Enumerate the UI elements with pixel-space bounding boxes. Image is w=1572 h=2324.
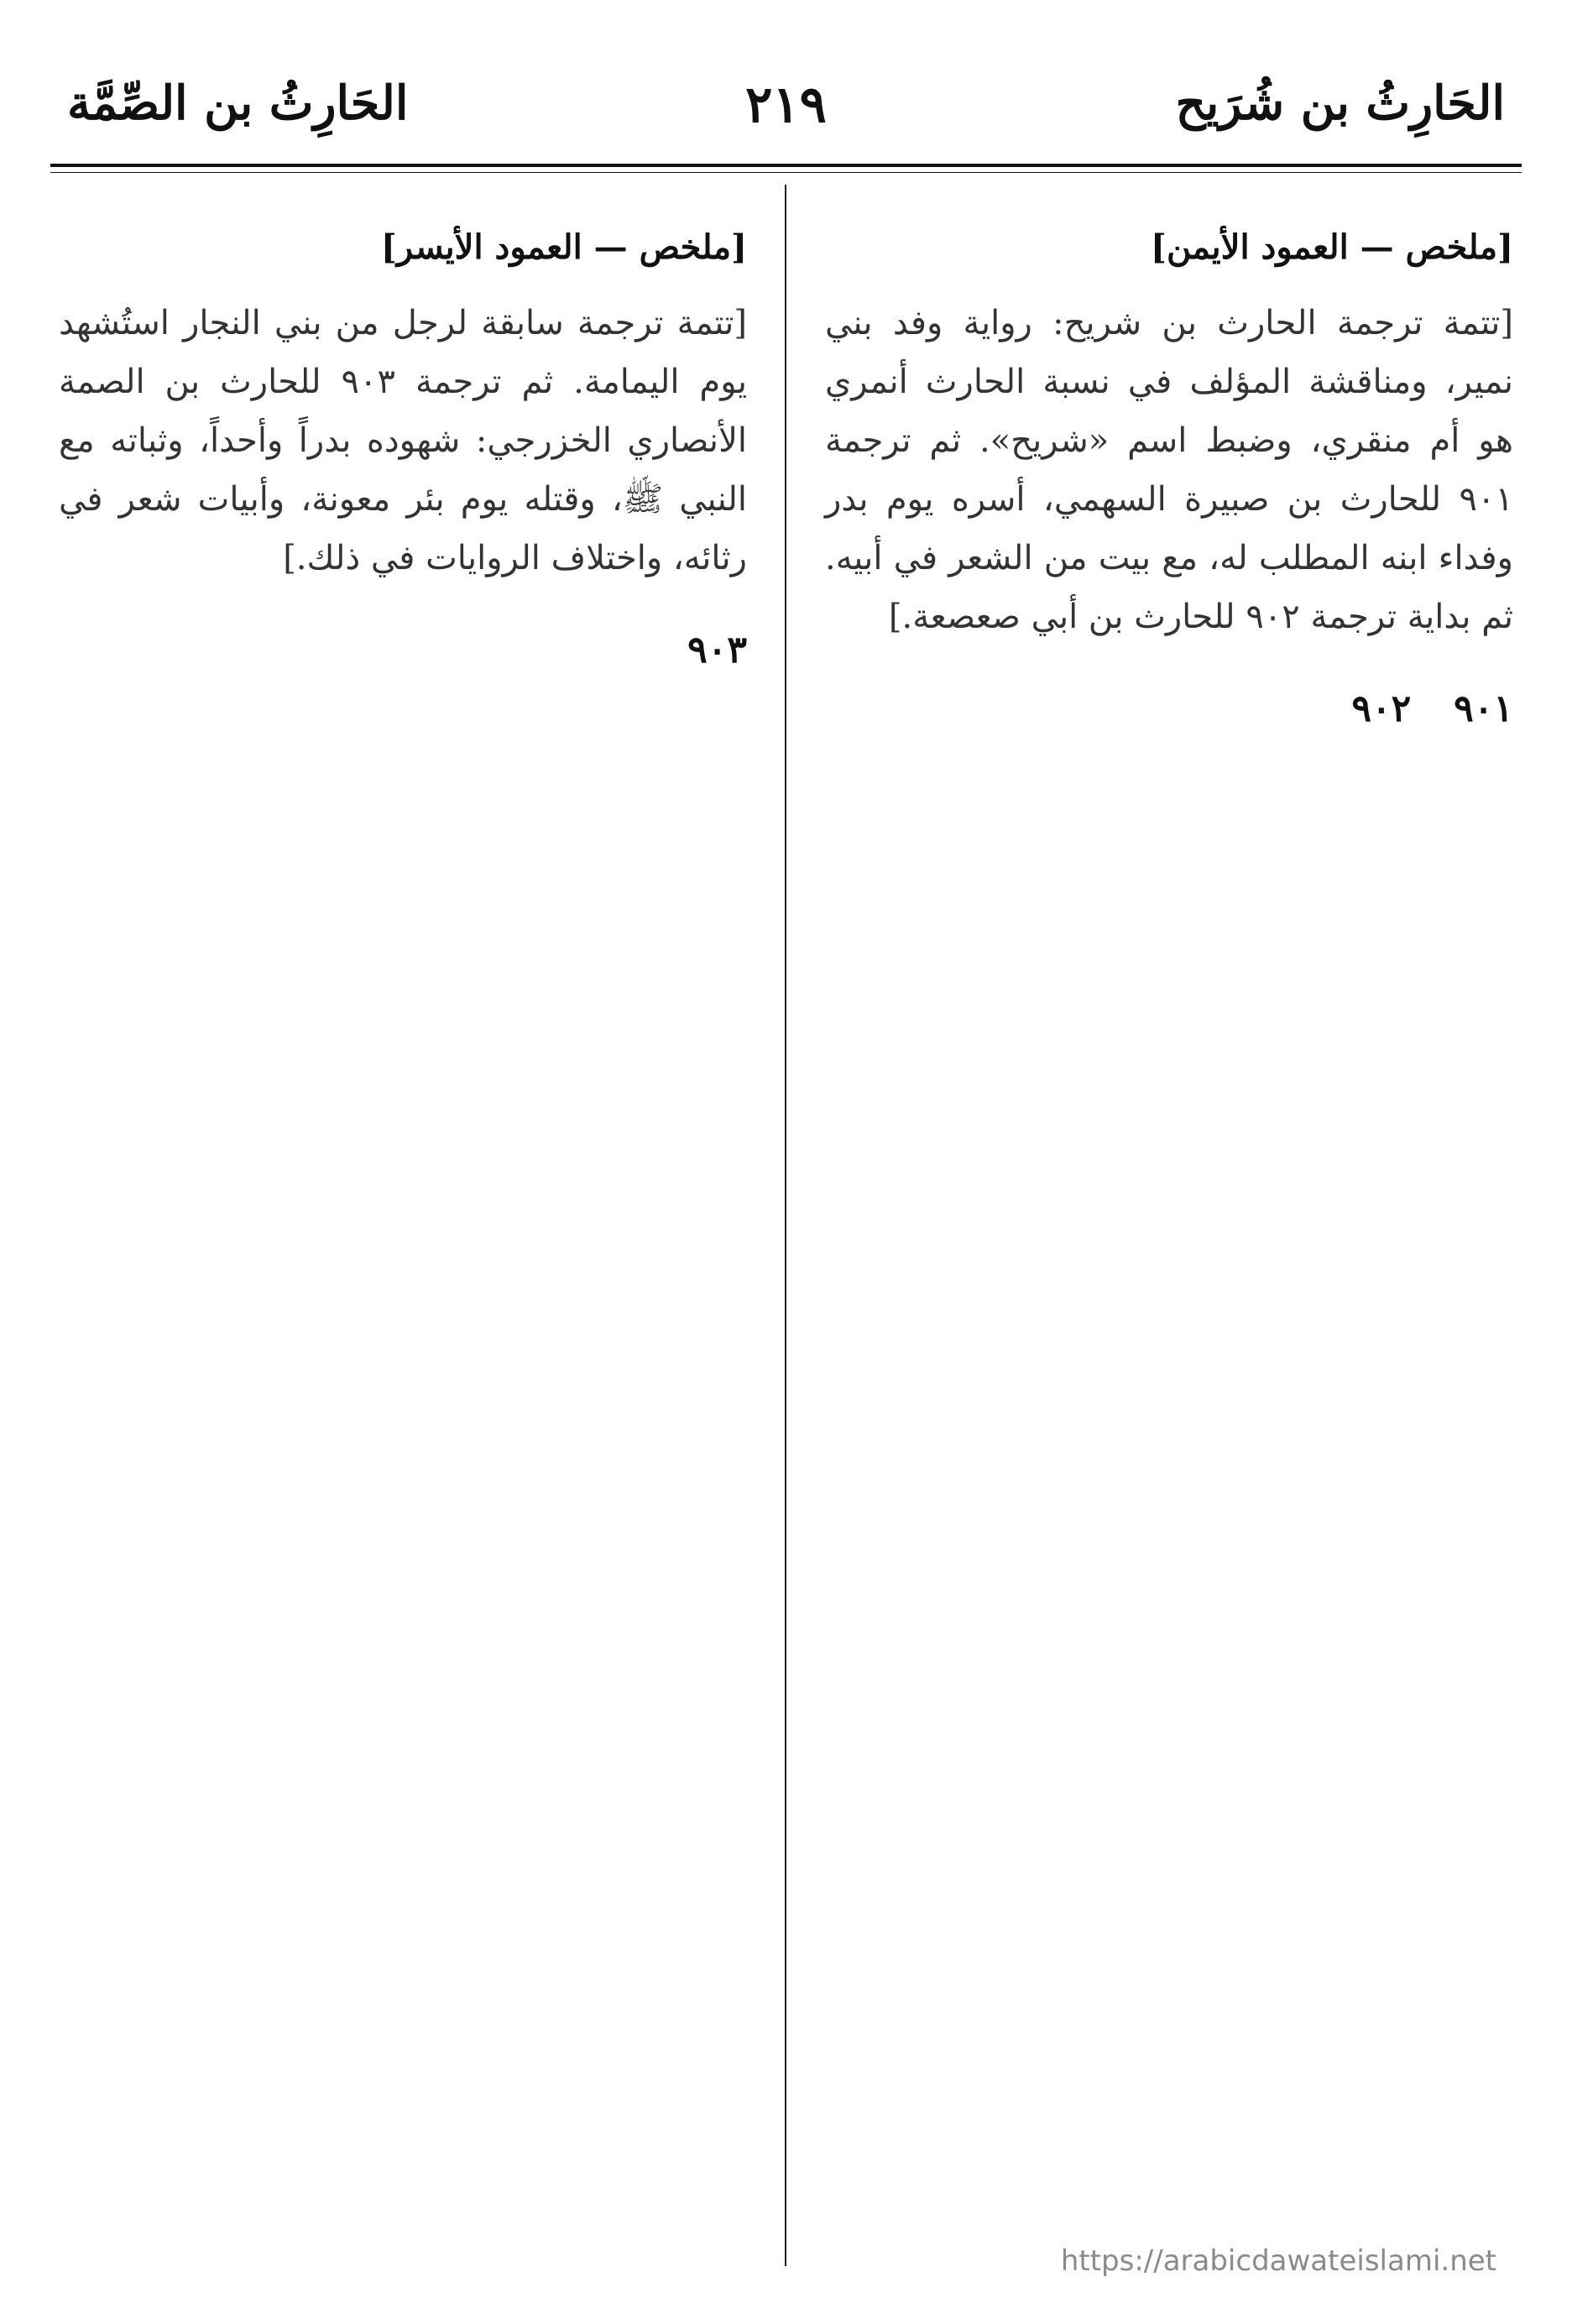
header-rule-thin <box>50 172 1522 173</box>
left-column-label: [ملخص — العمود الأيسر] <box>380 227 747 267</box>
column-divider <box>785 185 786 2266</box>
running-head-left: الحَارِثُ بن الصِّمَّة <box>67 76 409 131</box>
running-head-right: الحَارِثُ بن شُرَيح <box>1175 76 1505 131</box>
page-number: ٢١٩ <box>745 76 827 134</box>
entry-number-902: ٩٠٢ <box>1351 687 1412 730</box>
header-rule <box>50 164 1522 167</box>
right-column-summary-text: [تتمة ترجمة الحارث بن شريح: رواية وفد بني نمير، ومناقشة المؤلف في نسبة الحارث أنمري هو أم منقري، وضبط اسم «شريح». ثم ترجمة ٩٠١ للحارث بن صبيرة السهمي، أسره يوم بدر وفداء ابنه المطلب له، مع بيت من الشعر في أبيه. ثم بداية ترجمة ٩٠٢ للحارث بن أبي صعصعة.] <box>825 304 1513 636</box>
entry-number-903: ٩٠٣ <box>687 629 747 671</box>
left-column-summary <box>59 193 747 708</box>
right-column-label: [ملخص — العمود الأيمن] <box>1151 227 1513 267</box>
right-column-summary <box>825 193 1513 766</box>
left-column <box>59 193 747 2241</box>
watermark-url: https://arabicdawateislami.net <box>1060 2244 1496 2278</box>
entry-number-901: ٩٠١ <box>1454 687 1513 730</box>
right-column <box>825 193 1513 2241</box>
left-column-summary-text: [تتمة ترجمة سابقة لرجل من بني النجار استُشهد يوم اليمامة. ثم ترجمة ٩٠٣ للحارث بن الصمة الأنصاري الخزرجي: شهوده بدراً وأحداً، وثباته مع النبي ﷺ، وقتله يوم بئر معونة، وأبيات شعر في رثائه، واختلاف الروايات في ذلك.] <box>59 304 747 577</box>
